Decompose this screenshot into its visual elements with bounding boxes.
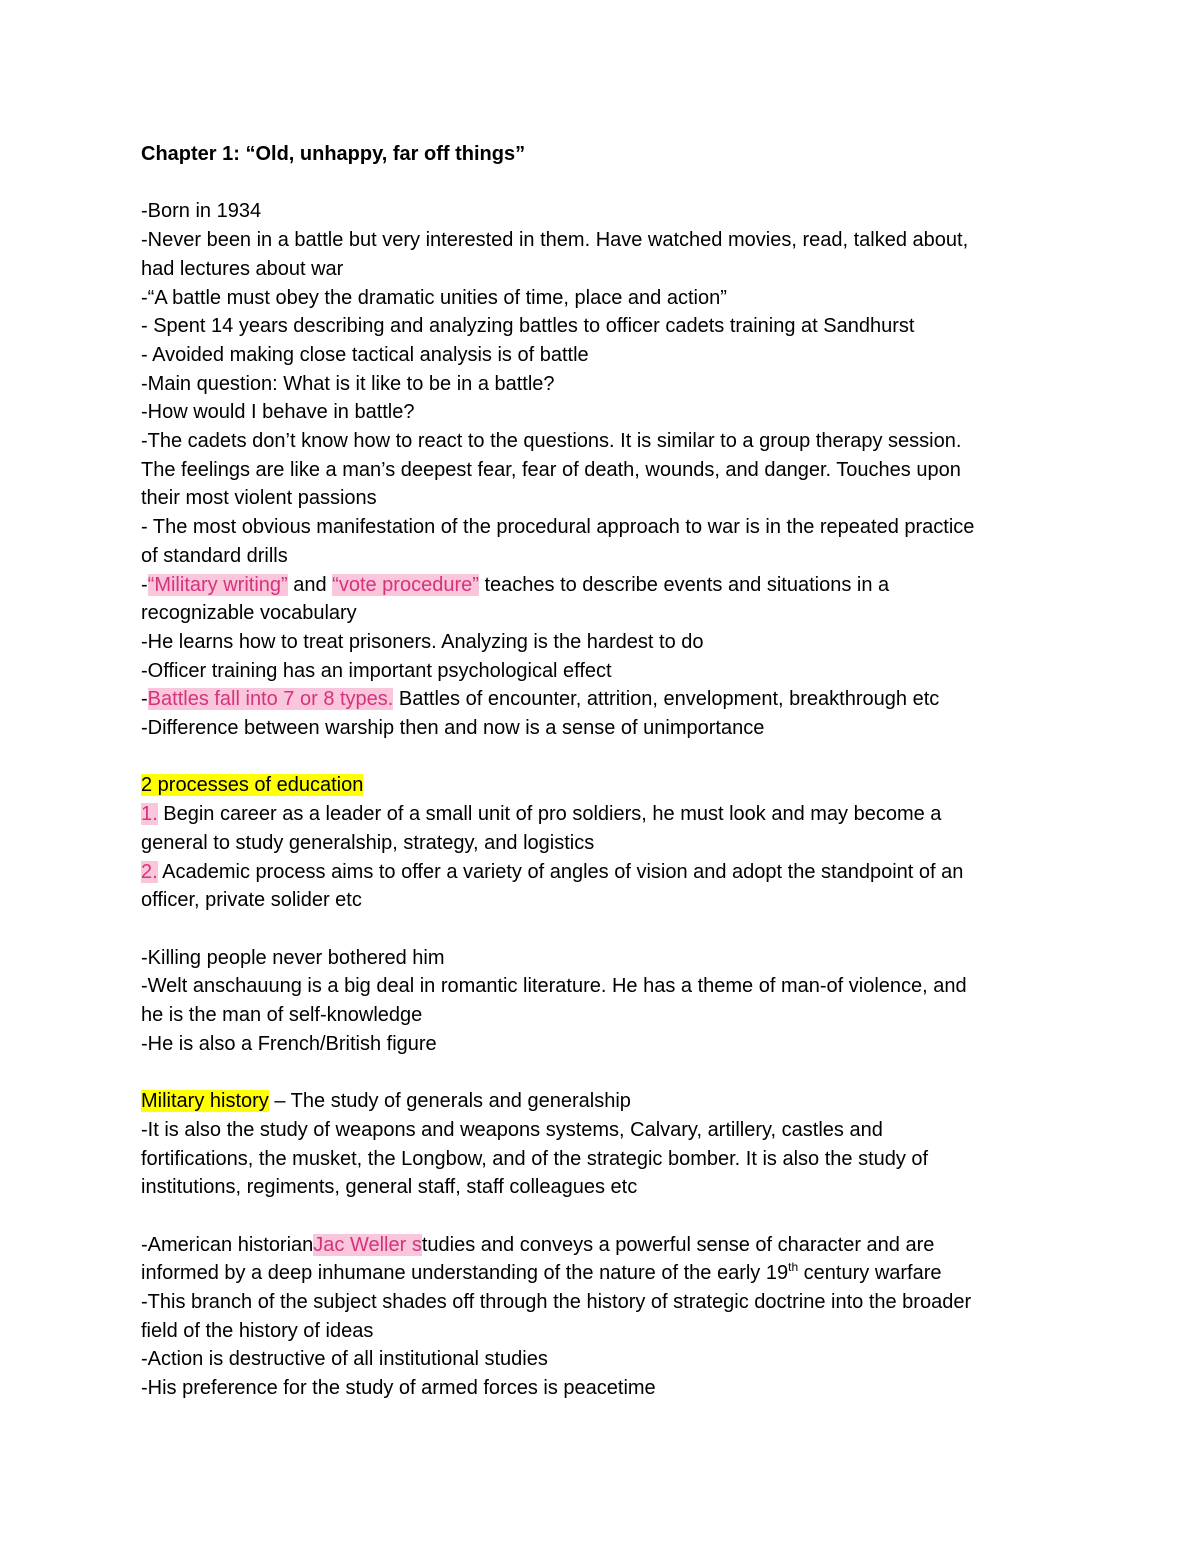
spacer (141, 169, 1070, 198)
note-line: officer, private solider etc (141, 889, 362, 912)
note-line: -Difference between warship then and now is a sense of unimportance (141, 717, 765, 740)
text-run: teaches to describe events and situations in a (478, 573, 890, 596)
item-number: 2. (141, 860, 158, 883)
numbered-item (141, 800, 1070, 829)
pink-highlight: Jac Weller s (313, 1233, 422, 1256)
note-line (141, 1231, 1070, 1260)
note-line: their most violent passions (141, 487, 377, 510)
text-run: century warfare (798, 1262, 942, 1285)
numbered-item (141, 858, 1070, 887)
note-line: - Avoided making close tactical analysis is of battle (141, 343, 589, 366)
note-line: of standard drills (141, 544, 288, 567)
note-line: -The cadets don’t know how to react to the questions. It is similar to a group therapy session. (141, 430, 962, 453)
item-number: 1. (141, 803, 158, 826)
text-run: informed by a deep inhumane understanding of the nature of the early 19 (141, 1262, 789, 1285)
yellow-highlight: Military history (141, 1090, 269, 1113)
spacer (141, 915, 1070, 944)
note-line: -Action is destructive of all institutional studies (141, 1348, 548, 1371)
note-line: -Killing people never bothered him (141, 946, 445, 969)
section-heading (141, 1087, 1070, 1116)
note-line: recognizable vocabulary (141, 602, 357, 625)
note-line: -It is also the study of weapons and weapons systems, Calvary, artillery, castles and (141, 1118, 883, 1141)
text-run: Academic process aims to offer a variety of angles of vision and adopt the standpoint of an (157, 860, 964, 883)
note-line: - Spent 14 years describing and analyzing battles to officer cadets training at Sandhurst (141, 315, 915, 338)
note-line: field of the history of ideas (141, 1319, 374, 1342)
text-run: and (287, 573, 333, 596)
spacer (141, 1058, 1070, 1087)
text-run: Battles of encounter, attrition, envelopment, breakthrough etc (393, 688, 940, 711)
text-run: - (141, 573, 148, 596)
note-line: -He is also a French/British figure (141, 1032, 437, 1055)
note-line: -Main question: What is it like to be in a battle? (141, 372, 555, 395)
pink-highlight: “Military writing” (147, 573, 288, 596)
note-line (141, 685, 1070, 714)
note-line: had lectures about war (141, 257, 344, 280)
text-run: - (141, 688, 148, 711)
section-heading (141, 771, 1070, 800)
spacer (141, 743, 1070, 772)
pink-highlight: Battles fall into 7 or 8 types. (147, 688, 394, 711)
note-line: -“A battle must obey the dramatic unities of time, place and action” (141, 286, 727, 309)
note-line: -Never been in a battle but very interested in them. Have watched movies, read, talked about, (141, 229, 969, 252)
note-line: - The most obvious manifestation of the procedural approach to war is in the repeated practice (141, 516, 975, 539)
note-line: -Officer training has an important psychological effect (141, 659, 612, 682)
superscript: th (788, 1260, 799, 1275)
note-line: general to study generalship, strategy, and logistics (141, 831, 595, 854)
text-run: – The study of generals and generalship (268, 1090, 631, 1113)
note-line: The feelings are like a man’s deepest fear, fear of death, wounds, and danger. Touches upon (141, 458, 961, 481)
text-run: Begin career as a leader of a small unit of pro soldiers, he must look and may become a (157, 803, 942, 826)
note-line: -His preference for the study of armed forces is peacetime (141, 1377, 656, 1400)
pink-highlight: “vote procedure” (332, 573, 479, 596)
note-line: institutions, regiments, general staff, staff colleagues etc (141, 1176, 638, 1199)
note-line: fortifications, the musket, the Longbow, and of the strategic bomber. It is also the study of (141, 1147, 929, 1170)
note-line: -Welt anschauung is a big deal in romantic literature. He has a theme of man-of violence, and (141, 975, 967, 998)
note-line: -How would I behave in battle? (141, 401, 415, 424)
spacer (141, 1202, 1070, 1231)
note-line: he is the man of self-knowledge (141, 1004, 423, 1027)
note-line (141, 1259, 1070, 1288)
note-line: -Born in 1934 (141, 200, 262, 223)
chapter-title: Chapter 1: “Old, unhappy, far off things” (141, 143, 526, 165)
text-run: tudies and conveys a powerful sense of character and are (421, 1233, 935, 1256)
text-run: -American historian (141, 1233, 314, 1256)
note-line (141, 571, 1070, 600)
note-line: -He learns how to treat prisoners. Analyzing is the hardest to do (141, 630, 704, 653)
note-line: -This branch of the subject shades off through the history of strategic doctrine into the broader (141, 1291, 972, 1314)
yellow-highlight: 2 processes of education (141, 774, 364, 797)
